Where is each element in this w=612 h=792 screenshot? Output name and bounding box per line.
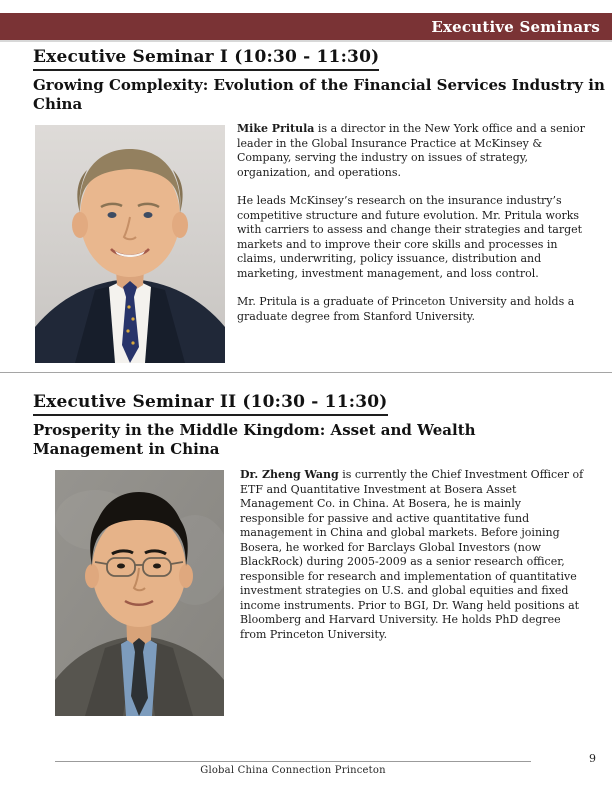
bio-text: is currently the Chief Investment Officer of ETF and Quantitative Investment at Bosera Asset Management Co. in China. At Bosera, he is mainly responsible for passive and active quantitative fund management in China and global markets. Before joining Bosera, he worked for Barclays Global Investors (now BlackRock) during 2005-2009 as a senior research officer, responsible for research and implementation of quantitative investment strategies on U.S. and global equities and fixed income instruments. Prior to BGI, Dr. Wang held positions at Bloomberg and Harvard University. He holds PhD degree from Princeton University. [240,468,584,641]
section-banner [0,13,612,42]
seminar-1-bio [237,122,587,324]
section-divider [0,372,612,373]
banner-title: Executive Seminars [431,17,600,36]
bio-paragraph [237,295,587,324]
seminar-2-subtitle: Prosperity in the Middle Kingdom: Asset and Wealth Management in China [33,420,476,458]
bio-text: is a director in the New York office and a senior leader in the Global Insurance Practice at McKinsey & Company, serving the industry on issues of strategy, organization, and operations. [237,122,585,179]
seminar-1-subtitle: Growing Complexity: Evolution of the Financial Services Industry in China [33,75,605,113]
speaker-name-zheng-wang: Dr. Zheng Wang [240,468,339,481]
bio-paragraph [237,122,587,180]
seminar-2-heading: Executive Seminar II (10:30 - 11:30) [33,393,388,416]
bio-paragraph [240,468,584,642]
footer-rule [55,761,531,762]
page-number: 9 [589,752,596,765]
footer-text: Global China Connection Princeton [200,765,386,776]
bio-paragraph [237,194,587,281]
speaker-photo-zheng-wang [55,470,224,716]
speaker-photo-mike-pritula [35,125,225,363]
bio-text: Mr. Pritula is a graduate of Princeton University and holds a graduate degree from Stanford University. [237,295,575,323]
seminar-2-header [33,392,538,459]
seminar-1-heading: Executive Seminar I (10:30 - 11:30) [33,48,379,71]
bio-text: He leads McKinsey’s research on the insurance industry’s competitive structure and future evolution. Mr. Pritula works with carriers to assess and change their strategies and target markets and to improve their core skills and processes in claims, underwriting, policy issuance, distribution and marketing, investment management, and loss control. [237,194,583,280]
speaker-name-mike-pritula: Mike Pritula [237,122,315,135]
seminar-1-header [33,47,608,114]
seminar-2-bio [240,468,584,642]
